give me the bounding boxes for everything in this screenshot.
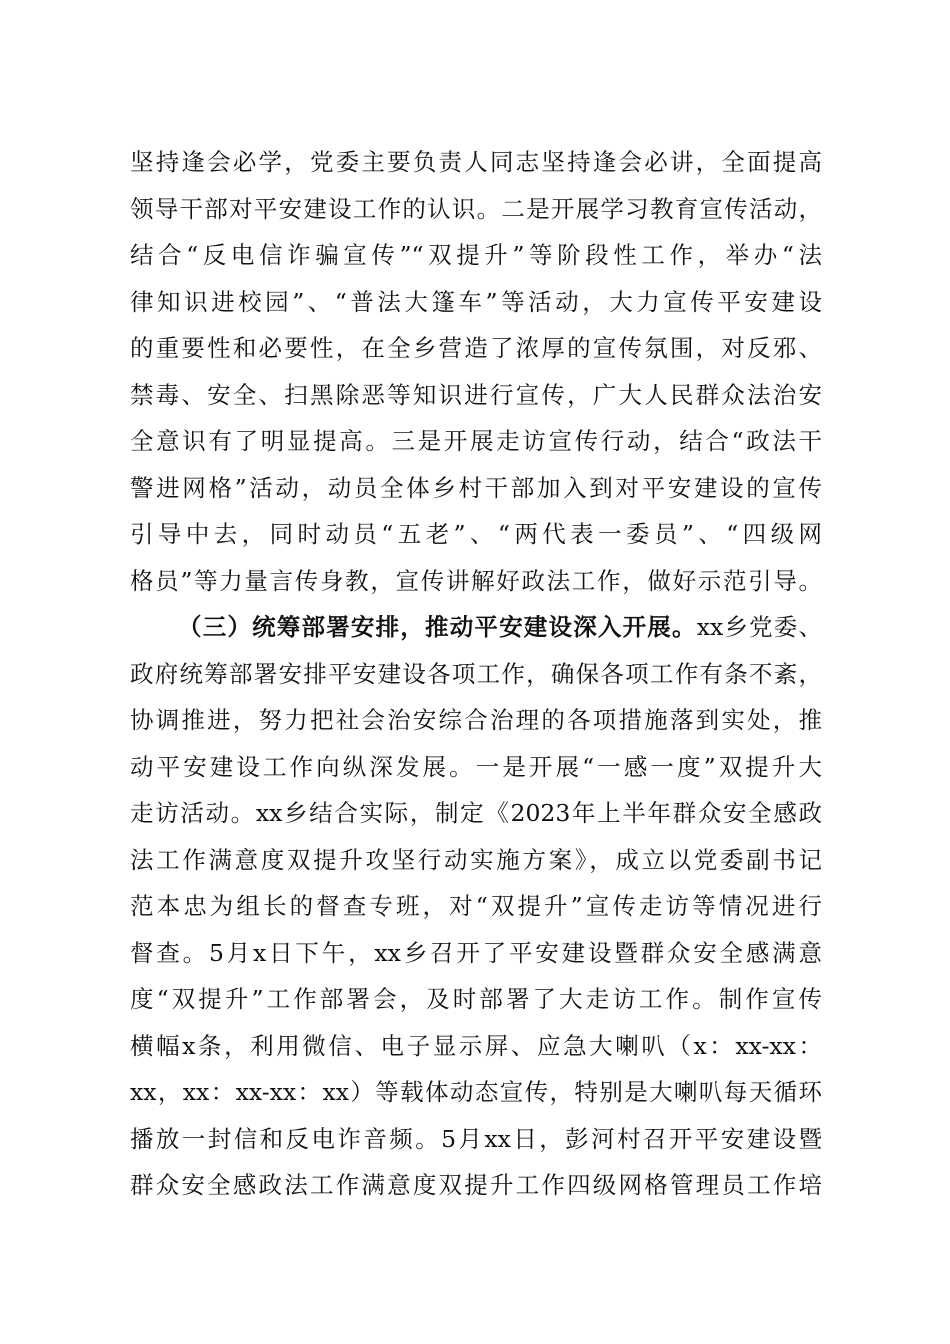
text-line: 度“双提升”工作部署会，及时部署了大走访工作。制作宣传	[130, 985, 822, 1013]
text-line: 走访活动。xx乡结合实际，制定《2023年上半年群众安全感政	[130, 799, 822, 827]
text-line: 协调推进，努力把社会治安综合治理的各项措施落到实处，推	[130, 706, 822, 734]
text-line: 领导干部对平安建设工作的认识。二是开展学习教育宣传活动，	[130, 194, 822, 223]
text-line: 格员”等力量言传身教，宣传讲解好政法工作，做好示范引导。	[130, 566, 822, 595]
text-line: 群众安全感政法工作满意度双提升工作四级网格管理员工作培	[130, 1171, 822, 1199]
text-line: 动平安建设工作向纵深发展。一是开展“一感一度”双提升大	[130, 752, 822, 781]
text-line: 禁毒、安全、扫黑除恶等知识进行宣传，广大人民群众法治安	[130, 380, 822, 409]
section-heading-line	[130, 607, 822, 654]
document-page	[130, 142, 822, 1212]
text-line: 结合“反电信诈骗宣传”“双提升”等阶段性工作，举办“法	[130, 241, 822, 269]
text-line: 范本忠为组长的督查专班，对“双提升”宣传走访等情况进行	[130, 892, 822, 920]
text-line: 播放一封信和反电诈音频。5月xx日，彭河村召开平安建设暨	[130, 1124, 822, 1153]
paragraph-2	[130, 607, 822, 1212]
text-line: 督查。5月x日下午，xx乡召开了平安建设暨群众安全感满意	[130, 938, 822, 967]
text-line: 坚持逢会必学，党委主要负责人同志坚持逢会必讲，全面提高	[130, 148, 822, 176]
text-span: xx乡党委、	[696, 613, 822, 641]
paragraph-1	[130, 142, 822, 607]
text-line: 法工作满意度双提升攻坚行动实施方案》，成立以党委副书记	[130, 845, 822, 874]
section-heading: （三）统筹部署安排，推动平安建设深入开展。	[178, 613, 697, 641]
text-line: 全意识有了明显提高。三是开展走访宣传行动，结合“政法干	[130, 427, 822, 455]
text-line: 引导中去，同时动员“五老”、“两代表一委员”、“四级网	[130, 520, 822, 548]
text-line: 政府统筹部署安排平安建设各项工作，确保各项工作有条不紊，	[130, 659, 822, 688]
text-line: xx，xx：xx-xx：xx）等载体动态宣传，特别是大喇叭每天循环	[130, 1078, 822, 1106]
text-line: 律知识进校园”、“普法大篷车”等活动，大力宣传平安建设	[130, 287, 822, 316]
text-line: 横幅x条，利用微信、电子显示屏、应急大喇叭（x：xx-xx：	[130, 1031, 822, 1060]
text-line: 警进网格”活动，动员全体乡村干部加入到对平安建设的宣传	[130, 473, 822, 502]
text-line: 的重要性和必要性，在全乡营造了浓厚的宣传氛围，对反邪、	[130, 334, 822, 362]
